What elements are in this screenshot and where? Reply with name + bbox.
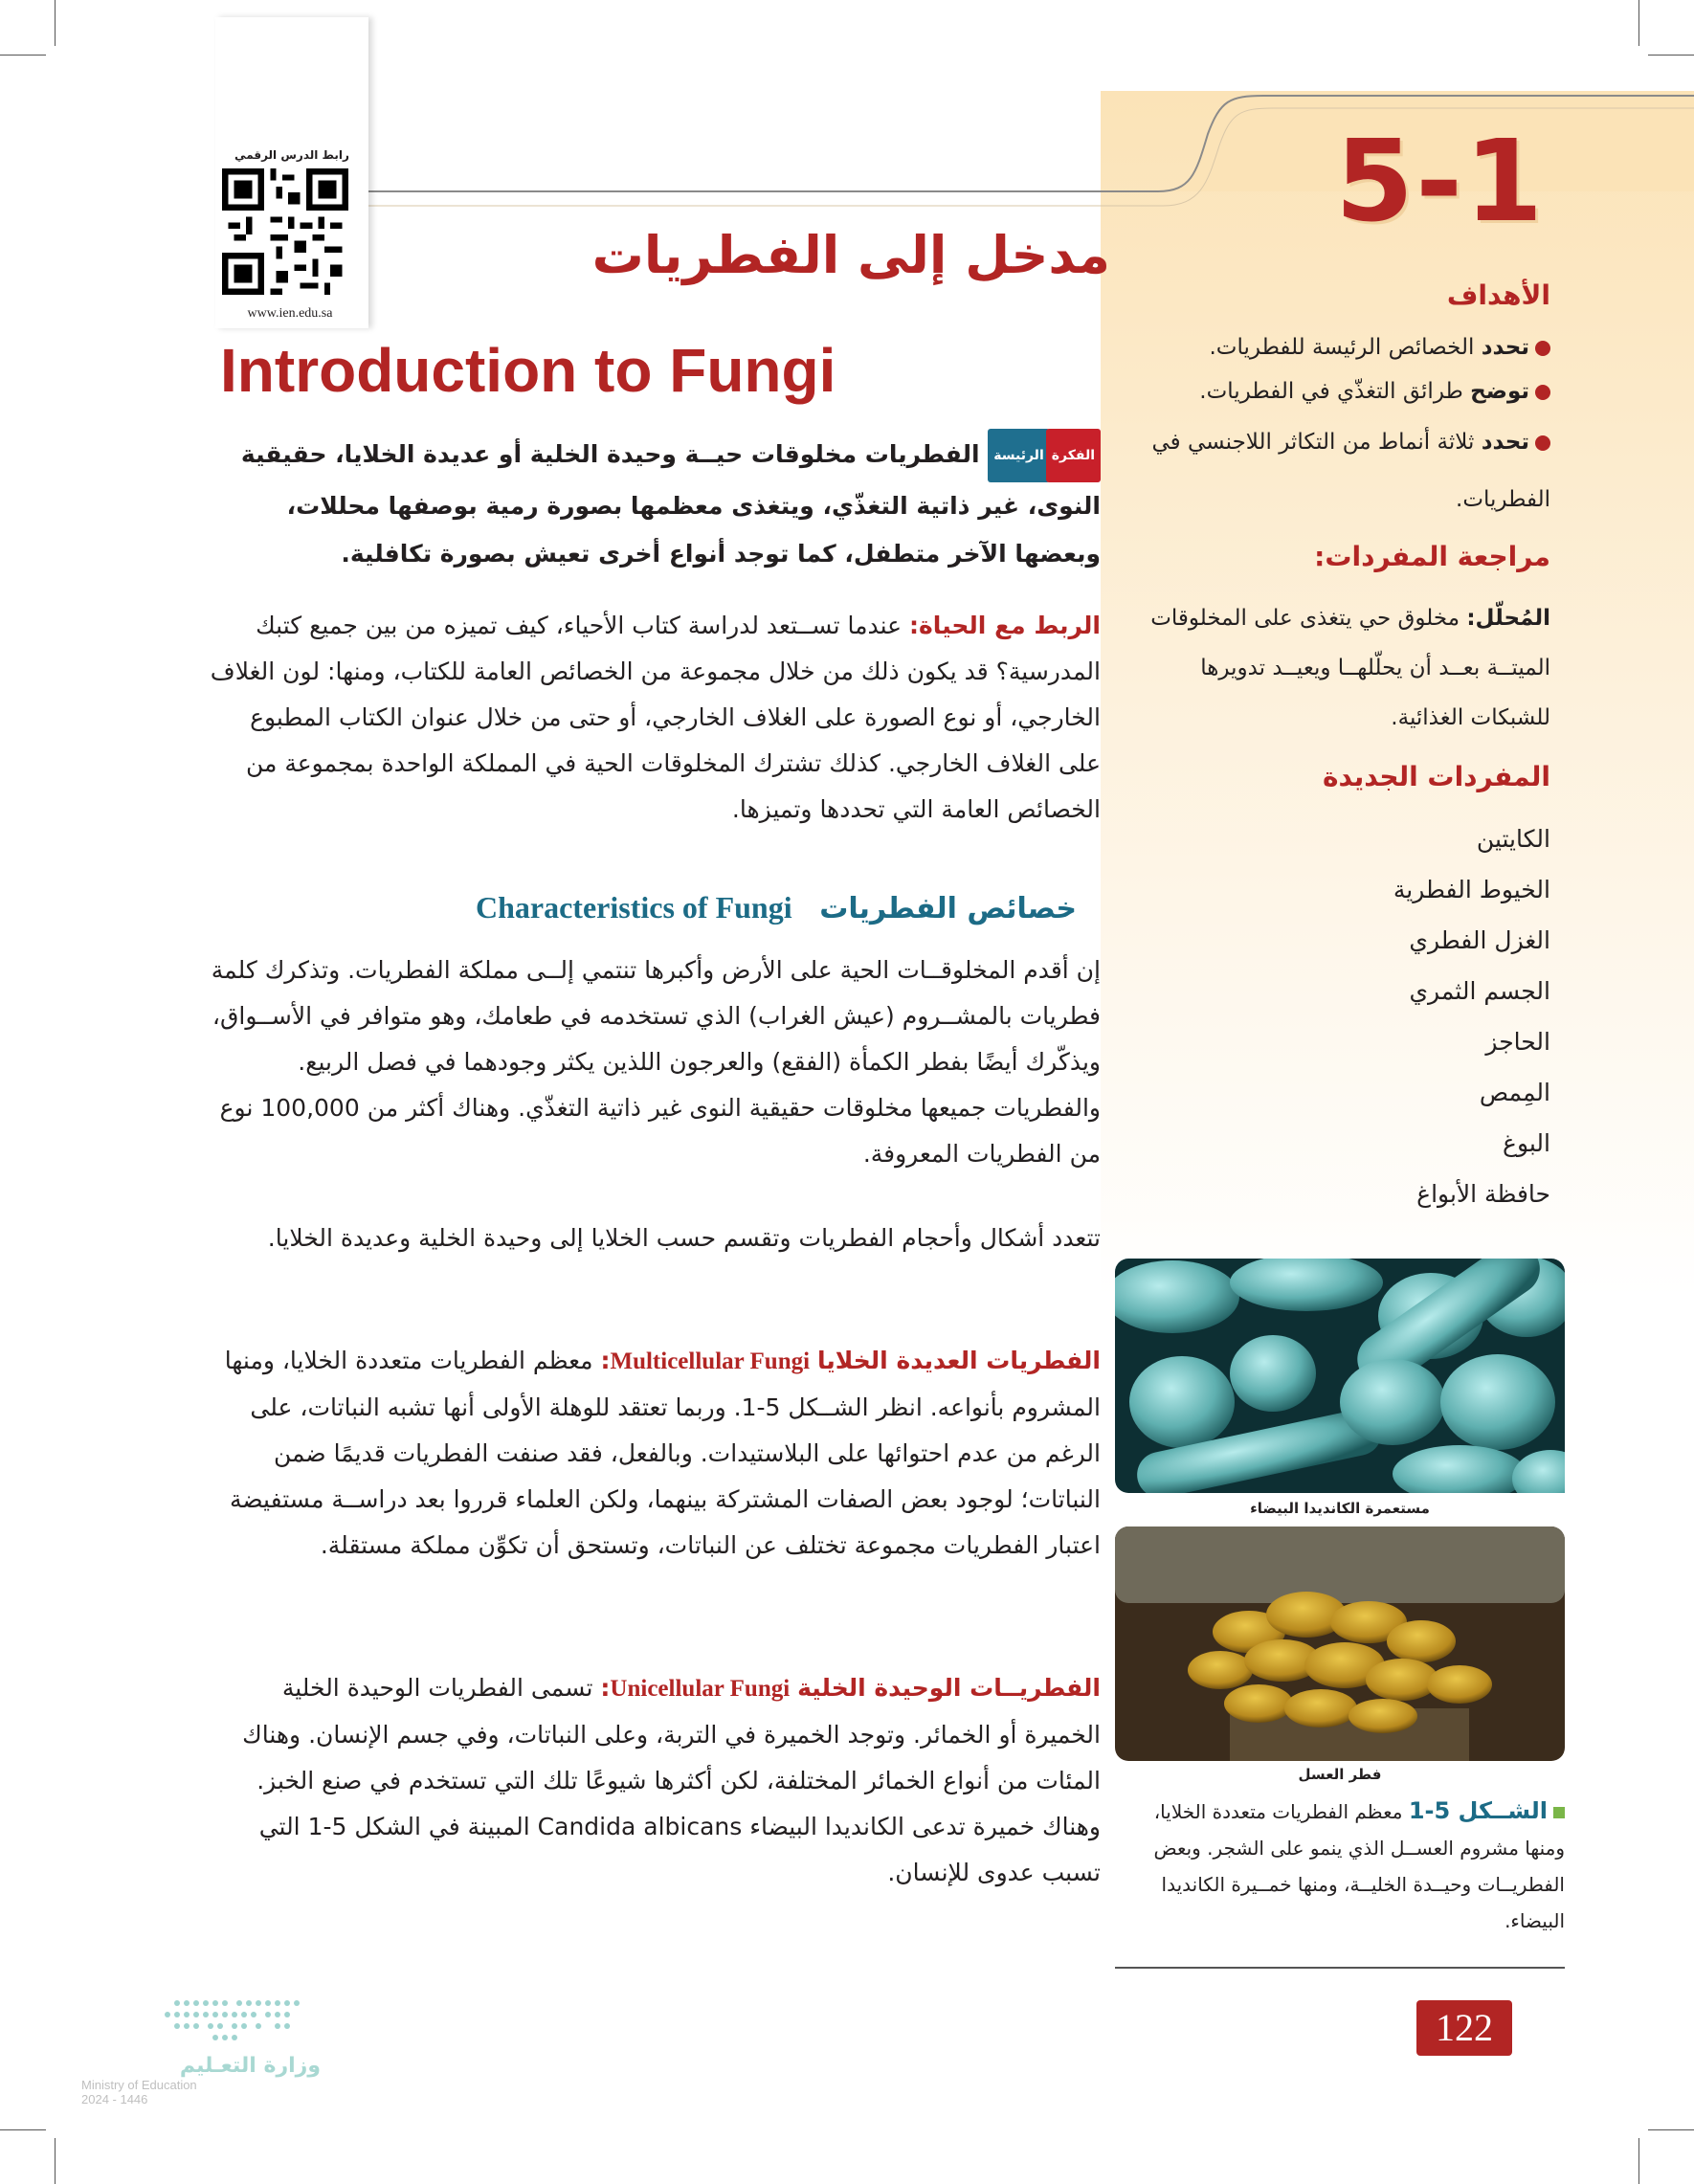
figure-label: الشــكل 5-1 [1408, 1797, 1548, 1824]
lesson-title-en: Introduction to Fungi [220, 336, 836, 405]
qr-code-icon[interactable] [222, 168, 348, 295]
vocab-item: حافظة الأبواغ [1416, 1180, 1550, 1208]
new-vocab-heading: المفردات الجديدة [1323, 761, 1550, 792]
real-world-text: عندما تســتعد لدراسة كتاب الأحياء، كيف تميزه من بين جميع كتبك المدرسية؟ قد يكون ذلك من خلال مجموعة من الخصائص العامة للكتاب، ومنها: لون الغلاف الخارجي، أو نوع الصورة على الغلاف الخارجي، أو حتى من خلال عنوان الكتاب المطبوع على الغلاف الخارجي. كذلك تشترك المخلوقات الحية في المملكة الواحدة بمجموعة من الخصائص العامة التي تحددها وتميزها. [210, 612, 1101, 823]
candida-caption: مستعمرة الكانديدا البيضاء [1250, 1500, 1430, 1517]
unicellular-heading-ar: الفطريــات الوحيدة الخلية [797, 1674, 1101, 1702]
objectives-heading: الأهداف [1446, 279, 1550, 311]
multicellular-section: الفطريات العديدة الخلايا Multicellular Fungi: معظم الفطريات متعددة الخلايا، ومنها المشروم بأنواعه. انظر الشــكل 5-1. وربما تعتقد للوهلة الأولى أنها تشبه النباتات، على الرغم من عدم احتوائها على البلاستيدات. وبالفعل، فقد صنفت الفطريات قديمًا ضمن النباتات؛ لوجود بعض الصفات المشتركة بينهما، ولكن العلماء قرروا بعد دراســة مستفيضة اعتبار الفطريات مجموعة تختلف عن النباتات، وتستحق أن تكوِّن مملكة مستقلة. [224, 1347, 1101, 1559]
ministry-name-en: Ministry of Education [81, 2078, 197, 2092]
vocab-item: الحاجز [1485, 1028, 1550, 1056]
crop-mark [0, 2129, 46, 2130]
square-bullet-icon [1553, 1807, 1565, 1818]
vocab-item: المِمص [1479, 1079, 1550, 1106]
multicellular-heading-en: Multicellular Fungi [610, 1348, 811, 1374]
main-idea-text: الفطريات مخلوقات حيــة وحيدة الخلية أو عديدة الخلايا، حقيقية النوى، غير ذاتية التغذّي، ويتغذى معظمها بصورة رمية بوصفها محللات، وبعضها الآخر متطفل، كما توجد أنواع أخرى تعيش بصورة تكافلية. [240, 440, 1101, 568]
qr-label: رابط الدرس الرقمي [234, 148, 349, 162]
ministry-dots-icon [81, 1995, 311, 2048]
review-vocab-definition: المُحلّل: مخلوق حي يتغذى على المخلوقات الميتــة بعــد أن يحلّلهــا ويعيــد تدويرها للشبكات الغذائية. [1150, 606, 1550, 730]
objective-item: تحدد ثلاثة أنماط من التكاثر اللاجنسي في الفطريات. [1151, 430, 1550, 512]
bullet-icon [1535, 341, 1550, 356]
ministry-logo [81, 1995, 321, 2120]
ministry-year: 2024 - 1446 [81, 2092, 148, 2106]
review-vocab-heading: مراجعة المفردات: [1314, 541, 1550, 572]
bullet-icon [1535, 435, 1550, 451]
objectives-list [1148, 325, 1550, 528]
vocab-item: الغزل الفطري [1409, 926, 1550, 954]
vocab-item: البوغ [1503, 1129, 1550, 1157]
figure-caption [1115, 1793, 1565, 1939]
figure-rule [1115, 1967, 1565, 1969]
real-world-label: الربط مع الحياة: [909, 612, 1101, 639]
main-idea-badge-b: الرئيسة [988, 429, 1049, 482]
unicellular-section: الفطريــات الوحيدة الخلية Unicellular Fungi: تسمى الفطريات الوحيدة الخلية الخميرة أو الخمائر. وتوجد الخميرة في التربة، وعلى النباتات، وفي جسم الإنسان. وهناك المئات من أنواع الخمائر المختلفة، لكن أكثرها شيوعًا تلك التي تستخدم في صنع الخبز. وهناك خميرة تدعى الكانديدا البيضاء Candida albicans المبينة في الشكل 5-1 التي تسبب عدوى للإنسان. [242, 1674, 1101, 1886]
unicellular-text: تسمى الفطريات الوحيدة الخلية الخميرة أو الخمائر. وتوجد الخميرة في التربة، وعلى النباتات، وفي جسم الإنسان. وهناك المئات من أنواع الخمائر المختلفة، لكن أكثرها شيوعًا تلك التي تستخدم في صنع الخبز. وهناك خميرة تدعى الكانديدا البيضاء Candida albicans المبينة في الشكل 5-1 التي تسبب عدوى للإنسان. [242, 1674, 1101, 1886]
page-number: 122 [1416, 2000, 1512, 2056]
honey-mushroom-photo [1115, 1527, 1565, 1761]
new-vocab-list [1148, 813, 1550, 1219]
vocab-item: الجسم الثمري [1409, 977, 1550, 1005]
main-idea [215, 429, 1101, 578]
lesson-title-ar: مدخل إلى الفطريات [591, 225, 1110, 285]
multicellular-text: معظم الفطريات متعددة الخلايا، ومنها المشروم بأنواعه. انظر الشــكل 5-1. وربما تعتقد للوهلة الأولى أنها تشبه النباتات، على الرغم من عدم احتوائها على البلاستيدات. وبالفعل، فقد صنفت الفطريات قديمًا ضمن النباتات؛ لوجود بعض الصفات المشتركة بينهما، ولكن العلماء قرروا بعد دراســة مستفيضة اعتبار الفطريات مجموعة تختلف عن النباتات، وتستحق أن تكوِّن مملكة مستقلة. [224, 1347, 1101, 1559]
bullet-icon [1535, 385, 1550, 400]
ministry-name-ar: وزارة التعـليم [179, 2054, 321, 2078]
vocab-item: الخيوط الفطرية [1393, 876, 1550, 903]
section-heading-en: Characteristics of Fungi [475, 890, 792, 925]
qr-url[interactable]: www.ien.edu.sa [247, 306, 333, 321]
paragraph-1: إن أقدم المخلوقــات الحية على الأرض وأكبرها تنتمي إلــى مملكة الفطريات. وتذكرك كلمة فطريات بالمشــروم (عيش الغراب) الذي تستخدمه في طعامك، وهو متوافر في الأســواق، ويذكّرك أيضًا بفطر الكمأة (الفقع) والعرجون اللذين يكثر وجودهما في فصل الربيع. والفطريات جميعها مخلوقات حقيقية النوى غير ذاتية التغذّي. وهناك أكثر من 100,000 نوع من الفطريات المعروفة. [211, 956, 1101, 1168]
crop-mark [1638, 2138, 1639, 2184]
main-idea-badge-a: الفكرة [1046, 429, 1101, 482]
crop-mark [55, 2138, 56, 2184]
unicellular-heading-en: Unicellular Fungi [610, 1676, 791, 1702]
vocab-item: الكايتين [1476, 825, 1550, 853]
crop-mark [1648, 2129, 1694, 2130]
lesson-number: 5-1 [1335, 115, 1546, 247]
multicellular-heading-ar: الفطريات العديدة الخلايا [817, 1347, 1101, 1374]
candida-photo [1115, 1259, 1565, 1493]
paragraph-2: تتعدد أشكال وأحجام الفطريات وتقسم حسب الخلايا إلى وحيدة الخلية وعديدة الخلايا. [267, 1224, 1101, 1252]
section-heading-ar: خصائص الفطريات [819, 892, 1077, 925]
figure-caption-text: معظم الفطريات متعددة الخلايا، ومنها مشروم العســل الذي ينمو على الشجر. وبعض الفطريــات وحيــدة الخليــة، ومنها خمــيرة الكانديدا البيضاء. [1153, 1800, 1565, 1932]
honey-mushroom-caption: فطر العسل [1298, 1766, 1382, 1783]
objective-item: تحدد الخصائص الرئيسة للفطريات. [1148, 325, 1550, 369]
real-world-connection [206, 603, 1101, 833]
section-heading [383, 890, 1077, 925]
objective-item: توضح طرائق التغذّي في الفطريات. [1148, 369, 1550, 413]
